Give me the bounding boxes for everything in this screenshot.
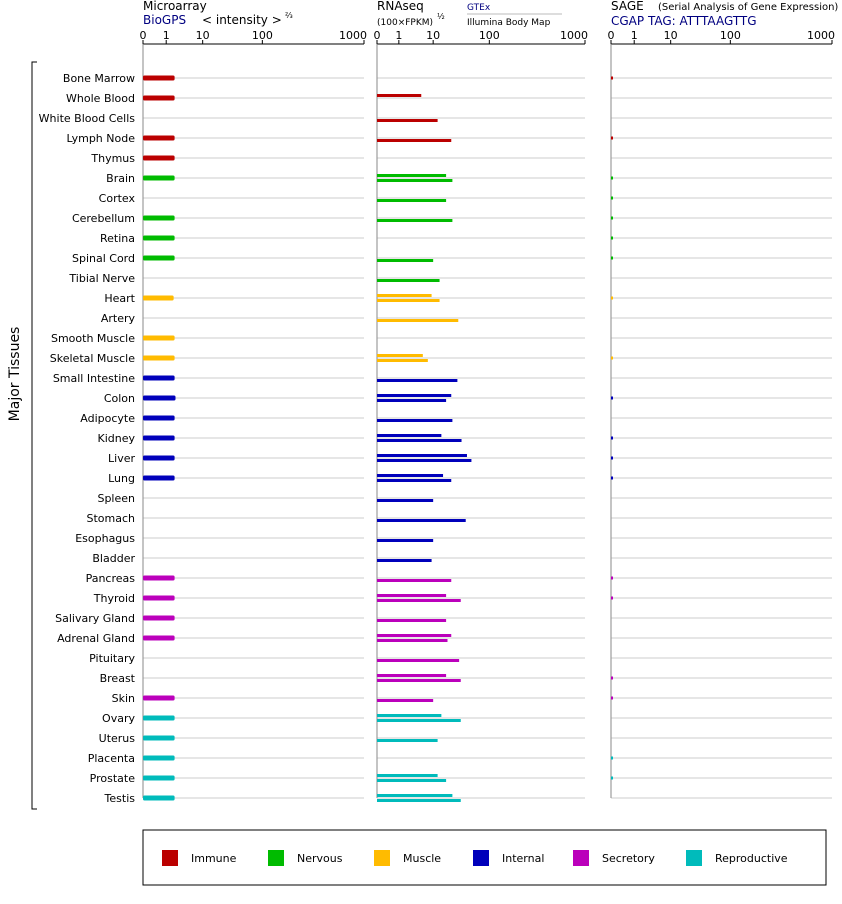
rnaseq-gtex-bar <box>377 774 438 777</box>
tissue-label: Breast <box>99 672 135 685</box>
microarray-bar <box>143 576 175 581</box>
tissue-label: Adrenal Gland <box>57 632 135 645</box>
rnaseq-tick-label: 1000 <box>560 29 588 42</box>
rnaseq-tick-label: 1 <box>395 29 403 42</box>
rnaseq-ibm-bar <box>377 479 451 482</box>
rnaseq-ibm-bar <box>377 399 446 402</box>
microarray-bar <box>143 216 175 221</box>
rnaseq-gtex-bar <box>377 454 467 457</box>
rnaseq-ibm-bar <box>377 659 459 662</box>
legend-swatch-muscle <box>374 850 390 866</box>
rnaseq-gtex-bar <box>377 394 451 397</box>
sage-tick-label: 1 <box>630 29 638 42</box>
tissue-label: Prostate <box>89 772 135 785</box>
rnaseq-title: RNAseq <box>377 0 424 13</box>
microarray-bar <box>143 336 175 341</box>
tissue-label: Kidney <box>97 432 135 445</box>
legend-swatch-internal <box>473 850 489 866</box>
rnaseq-ibm-bar <box>377 559 432 562</box>
microarray-bar <box>143 476 175 481</box>
rnaseq-ibm-bar <box>377 139 451 142</box>
rnaseq-gtex-bar <box>377 794 452 797</box>
rnaseq-ibm-bar <box>377 219 452 222</box>
tissue-label: Lung <box>108 472 135 485</box>
microarray-bar <box>143 756 175 761</box>
rnaseq-ibm-bar <box>377 119 438 122</box>
tissue-label: Pituitary <box>89 652 135 665</box>
y-axis-bracket <box>32 62 37 809</box>
sage-bar <box>611 457 613 460</box>
microarray-bar <box>143 76 175 81</box>
tissue-label: White Blood Cells <box>38 112 135 125</box>
microarray-bar <box>143 136 175 141</box>
microarray-axis-exponent: ⅔ <box>285 11 293 20</box>
rnaseq-ibm-bar <box>377 739 438 742</box>
rnaseq-tick-label: 0 <box>373 29 381 42</box>
rnaseq-ibm-bar <box>377 719 461 722</box>
microarray-bar <box>143 156 175 161</box>
sage-tick-label: 100 <box>719 29 741 42</box>
tissue-label: Thymus <box>91 152 135 165</box>
sage-bar <box>611 197 613 200</box>
microarray-bar <box>143 796 175 801</box>
microarray-axis-label: < intensity > <box>202 13 282 27</box>
illumina-source-link[interactable]: Illumina Body Map <box>467 18 551 28</box>
microarray-bar <box>143 176 175 181</box>
sage-bar <box>611 297 613 300</box>
microarray-bar <box>143 236 175 241</box>
tissue-label: Cortex <box>98 192 135 205</box>
legend-label-reproductive: Reproductive <box>715 852 788 865</box>
rnaseq-unit-exponent: ½ <box>437 12 445 21</box>
sage-bar <box>611 217 613 220</box>
microarray-bar <box>143 96 175 101</box>
rnaseq-ibm-bar <box>377 319 458 322</box>
legend-label-secretory: Secretory <box>602 852 655 865</box>
tissue-label: Ovary <box>102 712 135 725</box>
tissue-label: Tibial Nerve <box>69 272 135 285</box>
microarray-source-link[interactable]: BioGPS <box>143 13 187 27</box>
rnaseq-ibm-bar <box>377 359 428 362</box>
tissue-label: Artery <box>100 312 135 325</box>
sage-bar <box>611 237 613 240</box>
tissue-label: Salivary Gland <box>55 612 135 625</box>
rnaseq-gtex-bar <box>377 434 441 437</box>
tissue-label: Skin <box>111 692 135 705</box>
rnaseq-ibm-bar <box>377 779 446 782</box>
tissue-label: Spinal Cord <box>71 252 135 265</box>
legend-swatch-nervous <box>268 850 284 866</box>
microarray-bar <box>143 376 175 381</box>
sage-bar <box>611 137 613 140</box>
microarray-tick-label: 1 <box>162 29 170 42</box>
rnaseq-ibm-bar <box>377 299 440 302</box>
rnaseq-unit: (100×FPKM) <box>377 18 434 28</box>
sage-subtitle: (Serial Analysis of Gene Expression) <box>658 2 839 13</box>
legend-label-muscle: Muscle <box>403 852 442 865</box>
microarray-bar <box>143 596 175 601</box>
rnaseq-ibm-bar <box>377 439 462 442</box>
sage-bar <box>611 477 613 480</box>
sage-bar <box>611 397 613 400</box>
microarray-bar <box>143 456 175 461</box>
tissue-label: Adipocyte <box>80 412 135 425</box>
rnaseq-gtex-bar <box>377 354 423 357</box>
rnaseq-gtex-bar <box>377 474 443 477</box>
rnaseq-ibm-bar <box>377 579 451 582</box>
rnaseq-ibm-bar <box>377 539 433 542</box>
sage-bar <box>611 697 613 700</box>
rnaseq-ibm-bar <box>377 279 440 282</box>
sage-title: SAGE <box>611 0 644 13</box>
sage-bar <box>611 77 613 80</box>
rnaseq-ibm-bar <box>377 259 433 262</box>
rnaseq-ibm-bar <box>377 619 446 622</box>
rnaseq-gtex-bar <box>377 94 421 97</box>
rnaseq-ibm-bar <box>377 199 446 202</box>
tissue-label: Lymph Node <box>66 132 135 145</box>
sage-bar <box>611 257 613 260</box>
sage-bar <box>611 177 613 180</box>
sage-tick-label: 0 <box>607 29 615 42</box>
sage-bar <box>611 757 613 760</box>
rnaseq-ibm-bar <box>377 679 461 682</box>
microarray-bar <box>143 636 175 641</box>
rnaseq-gtex-bar <box>377 294 432 297</box>
legend-label-nervous: Nervous <box>297 852 343 865</box>
tissue-label: Testis <box>104 792 135 805</box>
sage-bar <box>611 777 613 780</box>
rnaseq-ibm-bar <box>377 179 452 182</box>
microarray-tick-label: 1000 <box>339 29 367 42</box>
sage-bar <box>611 357 613 360</box>
microarray-bar <box>143 696 175 701</box>
tissue-label: Smooth Muscle <box>50 332 135 345</box>
tissue-label: Bladder <box>92 552 135 565</box>
gtex-source-link[interactable]: GTEx <box>467 3 491 13</box>
legend-swatch-reproductive <box>686 850 702 866</box>
tissue-label: Colon <box>103 392 135 405</box>
tissue-label: Placenta <box>87 752 135 765</box>
tissue-label: Liver <box>108 452 135 465</box>
rnaseq-ibm-bar <box>377 699 433 702</box>
microarray-tick-label: 100 <box>251 29 273 42</box>
tissue-label: Pancreas <box>85 572 135 585</box>
microarray-bar <box>143 296 174 301</box>
rnaseq-tick-label: 10 <box>426 29 441 42</box>
microarray-bar <box>143 436 175 441</box>
sage-bar <box>611 577 613 580</box>
rnaseq-gtex-bar <box>377 634 451 637</box>
tissue-label: Retina <box>100 232 135 245</box>
sage-tag-link[interactable]: CGAP TAG: ATTTAAGTTG <box>611 14 757 28</box>
microarray-bar <box>143 616 175 621</box>
microarray-bar <box>143 356 175 361</box>
rnaseq-ibm-bar <box>377 639 447 642</box>
microarray-bar <box>143 716 175 721</box>
tissue-label: Esophagus <box>75 532 135 545</box>
microarray-bar <box>143 256 175 261</box>
rnaseq-ibm-bar <box>377 599 461 602</box>
sage-bar <box>611 597 613 600</box>
tissue-label: Skeletal Muscle <box>49 352 135 365</box>
rnaseq-ibm-bar <box>377 519 466 522</box>
sage-bar <box>611 677 613 680</box>
rnaseq-gtex-bar <box>377 174 446 177</box>
rnaseq-ibm-bar <box>377 799 461 802</box>
tissue-label: Cerebellum <box>71 212 135 225</box>
y-axis-label: Major Tissues <box>7 326 23 422</box>
sage-tick-label: 10 <box>663 29 678 42</box>
microarray-bar <box>143 416 175 421</box>
microarray-tick-label: 10 <box>195 29 210 42</box>
tissue-label: Stomach <box>86 512 135 525</box>
microarray-tick-label: 0 <box>139 29 147 42</box>
rnaseq-ibm-bar <box>377 459 471 462</box>
tissue-label: Bone Marrow <box>62 72 135 85</box>
tissue-label: Heart <box>104 292 135 305</box>
rnaseq-gtex-bar <box>377 674 446 677</box>
tissue-label: Small Intestine <box>52 372 135 385</box>
rnaseq-tick-label: 100 <box>478 29 500 42</box>
tissue-label: Whole Blood <box>66 92 135 105</box>
legend-label-internal: Internal <box>502 852 545 865</box>
legend-swatch-immune <box>162 850 178 866</box>
rnaseq-ibm-bar <box>377 419 452 422</box>
tissue-label: Uterus <box>98 732 135 745</box>
microarray-bar <box>143 736 175 741</box>
tissue-label: Brain <box>106 172 135 185</box>
rnaseq-gtex-bar <box>377 594 446 597</box>
microarray-bar <box>143 396 176 401</box>
sage-bar <box>611 437 613 440</box>
sage-tick-label: 1000 <box>807 29 835 42</box>
microarray-title: Microarray <box>143 0 207 13</box>
rnaseq-gtex-bar <box>377 714 441 717</box>
rnaseq-ibm-bar <box>377 499 433 502</box>
tissue-label: Thyroid <box>93 592 135 605</box>
rnaseq-ibm-bar <box>377 379 457 382</box>
microarray-bar <box>143 776 175 781</box>
legend-swatch-secretory <box>573 850 589 866</box>
tissue-label: Spleen <box>97 492 135 505</box>
legend-label-immune: Immune <box>191 852 237 865</box>
